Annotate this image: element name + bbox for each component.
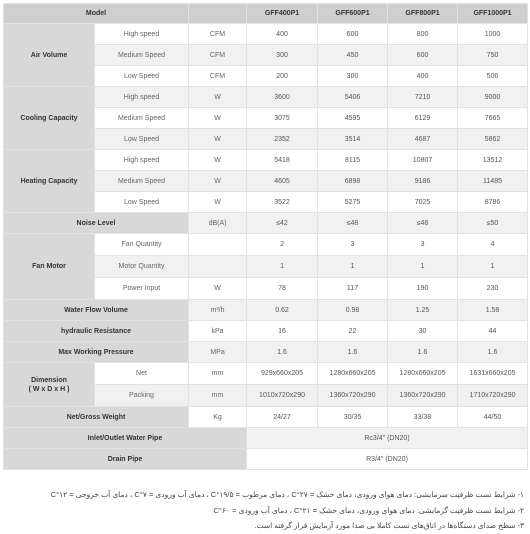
air-volume-row-high <box>4 24 528 45</box>
cell-value: 1 <box>458 256 528 278</box>
cell-value: 3522 <box>247 192 318 213</box>
air-volume-label: Air Volume <box>4 24 95 87</box>
row-unit: W <box>189 171 247 192</box>
cell-value: ≤48 <box>318 213 388 234</box>
cell-value: 4595 <box>318 108 388 129</box>
row-unit: CFM <box>189 66 247 87</box>
row-sub-label: Medium Speed <box>95 108 189 129</box>
heating-capacity-label: Heating Capacity <box>4 150 95 213</box>
cell-value: 6129 <box>388 108 458 129</box>
row-sub-label: Fan Quantity <box>95 234 189 256</box>
cell-value: 9186 <box>388 171 458 192</box>
cell-value: 4687 <box>388 129 458 150</box>
row-sub-label: Net <box>95 363 189 385</box>
inlet-outlet-label: Inlet/Outlet Water Pipe <box>4 428 247 449</box>
cell-value: 1.6 <box>458 342 528 363</box>
drain-pipe-label: Drain Pipe <box>4 449 247 470</box>
dimension-label <box>4 363 95 407</box>
row-unit: CFM <box>189 45 247 66</box>
cell-value: 2352 <box>247 129 318 150</box>
cell-value: 3075 <box>247 108 318 129</box>
cell-value: 4 <box>458 234 528 256</box>
max-pressure-row <box>4 342 528 363</box>
row-sub-label: Power Input <box>95 278 189 300</box>
row-sub-label: Low Speed <box>95 66 189 87</box>
row-unit: W <box>189 129 247 150</box>
cell-value: 1280x660x205 <box>318 363 388 385</box>
water-flow-label: Water Flow Volume <box>4 300 189 321</box>
header-model-2: GFF600P1 <box>318 4 388 24</box>
cell-value: 4605 <box>247 171 318 192</box>
cell-value: 600 <box>388 45 458 66</box>
row-unit: W <box>189 87 247 108</box>
cell-value: 10807 <box>388 150 458 171</box>
header-model-label: Model <box>4 4 189 24</box>
header-unit-cell <box>189 4 247 24</box>
hydraulic-resistance-label: hydraulic Resistance <box>4 321 189 342</box>
dimension-subtitle: ( W x D x H ) <box>28 385 70 393</box>
row-unit: m³/h <box>189 300 247 321</box>
drain-pipe-row <box>4 449 528 470</box>
cell-value: 16 <box>247 321 318 342</box>
fan-quantity-row <box>4 234 528 256</box>
cell-value: 1.6 <box>318 342 388 363</box>
row-sub-label: Low Speed <box>95 192 189 213</box>
cell-value: 1.6 <box>247 342 318 363</box>
cell-value: 400 <box>247 24 318 45</box>
cell-value: 9000 <box>458 87 528 108</box>
noise-level-row <box>4 213 528 234</box>
cell-value: 200 <box>247 66 318 87</box>
header-model-1: GFF400P1 <box>247 4 318 24</box>
dimension-title: Dimension <box>31 376 67 384</box>
cell-value: 0.62 <box>247 300 318 321</box>
cell-value: 0.98 <box>318 300 388 321</box>
cell-value: 1.6 <box>388 342 458 363</box>
note-3: ۳- سطح صدای دستگاه‌ها در اتاق‌های تست کاملا بی صدا مورد آزمایش قرار گرفته است. <box>254 521 524 530</box>
row-unit: CFM <box>189 24 247 45</box>
inlet-outlet-row <box>4 428 528 449</box>
cell-value: 33/38 <box>388 407 458 428</box>
row-unit: mm <box>189 385 247 407</box>
row-sub-label: Low Speed <box>95 129 189 150</box>
row-unit: mm <box>189 363 247 385</box>
cell-value: 1710x720x290 <box>458 385 528 407</box>
cell-value: 7665 <box>458 108 528 129</box>
cell-value: 44 <box>458 321 528 342</box>
header-model-3: GFF800P1 <box>388 4 458 24</box>
noise-level-label: Noise Level <box>4 213 189 234</box>
row-unit: W <box>189 150 247 171</box>
cell-value: 78 <box>247 278 318 300</box>
cell-value: 3600 <box>247 87 318 108</box>
row-unit <box>189 256 247 278</box>
cell-value: 1360x720x290 <box>388 385 458 407</box>
cell-value: 230 <box>458 278 528 300</box>
cell-value: 1360x720x290 <box>318 385 388 407</box>
cell-value: 1631x660x205 <box>458 363 528 385</box>
cell-value: ≤50 <box>458 213 528 234</box>
cell-value: 2 <box>247 234 318 256</box>
cell-value: ≤42 <box>247 213 318 234</box>
row-unit: W <box>189 108 247 129</box>
cell-value: 1.25 <box>388 300 458 321</box>
row-sub-label: Packing <box>95 385 189 407</box>
row-unit: W <box>189 192 247 213</box>
fan-motor-label: Fan Motor <box>4 234 95 300</box>
header-row <box>4 4 528 24</box>
row-sub-label: Motor Quantity <box>95 256 189 278</box>
hydraulic-resistance-row <box>4 321 528 342</box>
cell-value: 5275 <box>318 192 388 213</box>
cell-value: 929x660x205 <box>247 363 318 385</box>
cell-value: 400 <box>388 66 458 87</box>
cell-value: 1 <box>247 256 318 278</box>
row-unit: W <box>189 278 247 300</box>
note-2: ۲- شرایط تست ظرفیت گرمایشی: دمای هوای ورودی، دمای خشک = ۲۱°C ، دمای آب ورودی = ۶۰°C <box>213 506 524 515</box>
cell-value: 5862 <box>458 129 528 150</box>
drain-pipe-value: R3/4" (DN20) <box>247 449 528 470</box>
cell-value: ≤48 <box>388 213 458 234</box>
row-unit <box>189 234 247 256</box>
cell-value: 800 <box>388 24 458 45</box>
cell-value: 6898 <box>318 171 388 192</box>
row-unit: MPa <box>189 342 247 363</box>
row-sub-label: Medium Speed <box>95 171 189 192</box>
cell-value: 1.58 <box>458 300 528 321</box>
cell-value: 7025 <box>388 192 458 213</box>
weight-label: Net/Gross Weight <box>4 407 189 428</box>
cell-value: 600 <box>318 24 388 45</box>
cell-value: 1000 <box>458 24 528 45</box>
header-model-4: GFF1000P1 <box>458 4 528 24</box>
note-1: ۱- شرایط تست ظرفیت سرمایشی: دمای هوای ورودی، دمای خشک = ۲۷°C ، دمای مرطوب = ۱۹/۵°C ، دمای آب ورودی = ۷°C ، دمای آب خروجی = ۱۲°C <box>50 490 524 499</box>
heating-row-high <box>4 150 528 171</box>
spec-table <box>3 3 528 470</box>
cooling-capacity-label: Cooling Capacity <box>4 87 95 150</box>
row-unit: kPa <box>189 321 247 342</box>
cell-value: 750 <box>458 45 528 66</box>
cell-value: 5418 <box>247 150 318 171</box>
max-pressure-label: Max Working Pressure <box>4 342 189 363</box>
cell-value: 11485 <box>458 171 528 192</box>
cell-value: 7210 <box>388 87 458 108</box>
cell-value: 3514 <box>318 129 388 150</box>
weight-row <box>4 407 528 428</box>
row-sub-label: High speed <box>95 24 189 45</box>
cell-value: 117 <box>318 278 388 300</box>
cell-value: 1 <box>318 256 388 278</box>
cell-value: 24/27 <box>247 407 318 428</box>
row-sub-label: High speed <box>95 150 189 171</box>
row-unit: Kg <box>189 407 247 428</box>
cell-value: 1 <box>388 256 458 278</box>
row-sub-label: High speed <box>95 87 189 108</box>
row-unit: dB(A) <box>189 213 247 234</box>
cell-value: 300 <box>318 66 388 87</box>
cell-value: 8115 <box>318 150 388 171</box>
dimension-net-row <box>4 363 528 385</box>
inlet-outlet-value: Rc3/4" (DN20) <box>247 428 528 449</box>
cooling-row-high <box>4 87 528 108</box>
cell-value: 1280x660x205 <box>388 363 458 385</box>
cell-value: 3 <box>388 234 458 256</box>
cell-value: 1010x720x290 <box>247 385 318 407</box>
cell-value: 44/50 <box>458 407 528 428</box>
cell-value: 300 <box>247 45 318 66</box>
row-sub-label: Medium Speed <box>95 45 189 66</box>
cell-value: 22 <box>318 321 388 342</box>
cell-value: 30/35 <box>318 407 388 428</box>
cell-value: 5406 <box>318 87 388 108</box>
cell-value: 30 <box>388 321 458 342</box>
water-flow-row <box>4 300 528 321</box>
cell-value: 13512 <box>458 150 528 171</box>
cell-value: 500 <box>458 66 528 87</box>
cell-value: 450 <box>318 45 388 66</box>
cell-value: 3 <box>318 234 388 256</box>
cell-value: 8786 <box>458 192 528 213</box>
cell-value: 190 <box>388 278 458 300</box>
